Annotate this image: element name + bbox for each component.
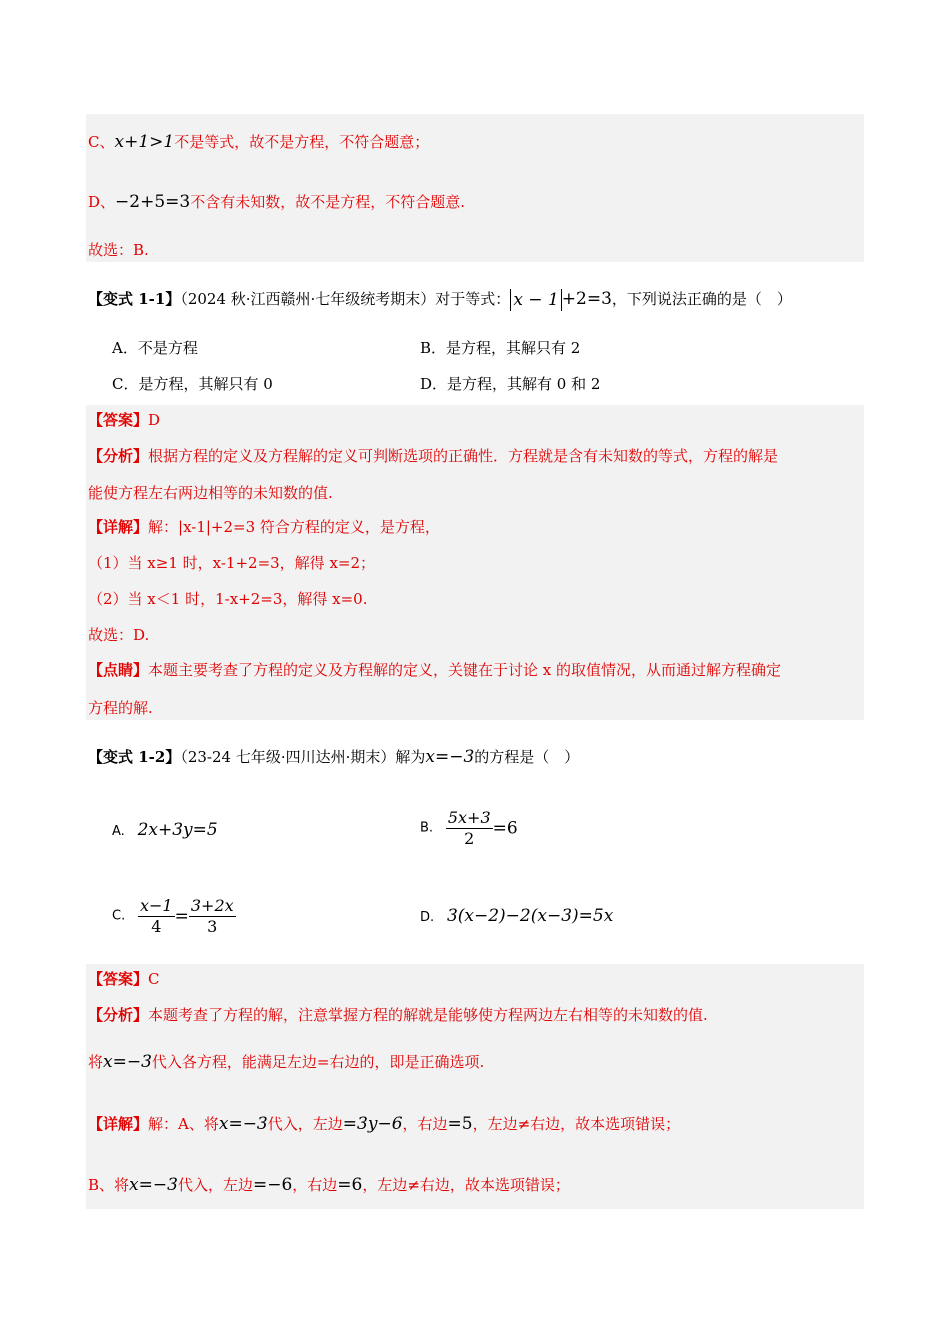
q1-option-d[interactable]: D．是方程，其解有 0 和 2 <box>420 375 601 393</box>
q1-comment-line-2: 方程的解. <box>88 699 153 717</box>
q1-option-b[interactable]: B．是方程，其解只有 2 <box>420 339 581 357</box>
q1-option-c[interactable]: C．是方程，其解只有 0 <box>112 375 273 393</box>
q1-analysis-line-1: 【分析】根据方程的定义及方程解的定义可判断选项的正确性．方程就是含有未知数的等式，方程的解是 <box>88 447 779 465</box>
question-1-1-stem: 【变式 1-1】（2024 秋·江西赣州·七年级统考期末）对于等式： x − 1 +2=3，下列说法正确的是（ ） <box>88 289 792 310</box>
q1-analysis-line-2: 能使方程左右两边相等的未知数的值. <box>88 484 333 502</box>
solution-line-c: C、x+1>1不是等式，故不是方程，不符合题意； <box>88 132 430 152</box>
q1-option-a[interactable]: A．不是方程 <box>112 339 198 357</box>
q2-detail-line-a: 【详解】解：A、将x=−3代入，左边=3y−6，右边=5，左边≠右边，故本选项错误； <box>88 1114 681 1134</box>
q2-analysis-line-1: 【分析】本题考查了方程的解，注意掌握方程的解就是能够使方程两边左右相等的未知数的值. <box>88 1006 708 1024</box>
q2-answer: 【答案】C <box>88 970 160 988</box>
q1-comment-line-1: 【点睛】本题主要考查了方程的定义及方程解的定义，关键在于讨论 x 的取值情况，从而通过解方程确定 <box>88 661 782 679</box>
question-1-2-stem: 【变式 1-2】（23-24 七年级·四川达州·期末）解为x=−3的方程是（ ） <box>88 747 580 767</box>
solution-choice: 故选：B. <box>88 241 149 259</box>
q1-detail-line-3: （2）当 x＜1 时，1-x+2=3，解得 x=0. <box>88 590 368 608</box>
q2-option-c[interactable]: C. $\frac{x-1}{4}$ = $\frac{3+2x}{3}$ <box>112 896 234 936</box>
solution-line-d: D、−2+5=3不含有未知数，故不是方程，不符合题意. <box>88 192 465 212</box>
q2-option-a[interactable]: A. 2x+3y=5 <box>112 820 218 840</box>
q2-option-c-fraction-right: $\frac{3+2x}{3}$ <box>190 896 234 936</box>
q1-detail-line-1: 【详解】解：|x-1|+2=3 符合方程的定义，是方程， <box>88 518 440 536</box>
q1-answer: 【答案】D <box>88 411 161 429</box>
q2-analysis-line-2: 将x=−3代入各方程，能满足左边=右边的，即是正确选项. <box>88 1052 485 1072</box>
q2-detail-line-b: B、将x=−3代入，左边=−6，右边=6，左边≠右边，故本选项错误； <box>88 1175 570 1195</box>
q2-option-b[interactable]: B. $\frac{5x+3}{2}$ =6 <box>420 808 518 848</box>
q2-option-b-fraction: $\frac{5x+3}{2}$ <box>447 808 491 848</box>
q2-option-c-fraction-left: $\frac{x-1}{4}$ <box>140 896 173 936</box>
q2-solution-block <box>86 964 864 1209</box>
q1-choice: 故选：D. <box>88 626 150 644</box>
q2-option-d[interactable]: D. 3(x−2)−2(x−3)=5x <box>420 906 614 926</box>
q1-detail-line-2: （1）当 x≥1 时，x-1+2=3，解得 x=2； <box>88 554 376 572</box>
